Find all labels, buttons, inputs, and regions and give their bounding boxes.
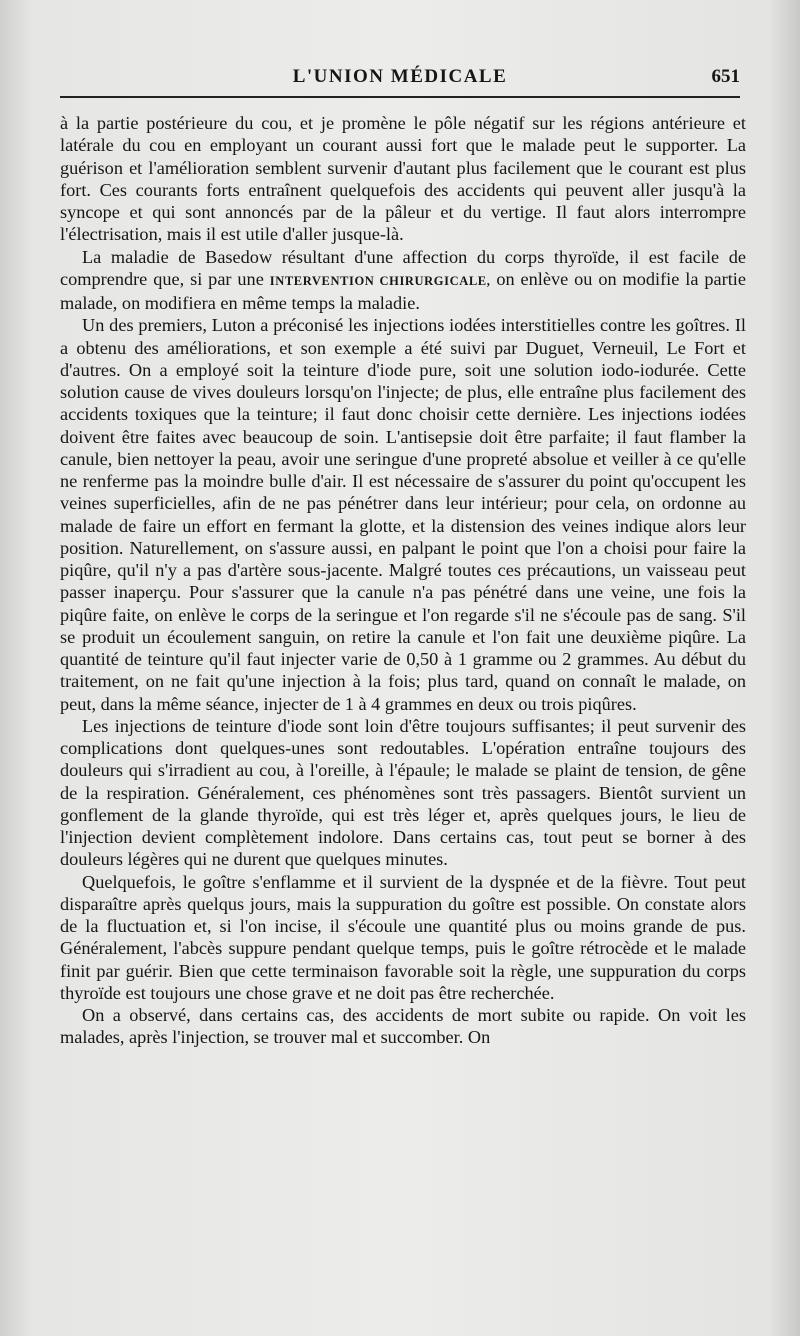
header-rule [60,96,740,98]
paragraph-2-text-before: La maladie de Basedow résultant d'une affection du corps thyroïde, il est facile de comprendre que, si par une [60,246,746,289]
paragraph-1: à la partie postérieure du cou, et je promène le pôle négatif sur les régions antérieure et latérale du cou en employant un courant aussi fort que le malade peut le supporter. La guérison et l'amélioration semblent survenir d'autant plus facilement que le courant est plus fort. Ces courants forts entraînent quelquefois des accidents qui peuvent aller jusqu'à la syncope et qui sont annoncés par de la pâleur et du vertige. Il faut alors interrompre l'électrisation, mais il est utile d'aller jusque-là. [60,113,746,245]
page-header [0,62,800,92]
page-number: 651 [711,66,740,87]
body-text [60,112,746,1049]
paragraph-4: Les injections de teinture d'iode sont loin d'être toujours suffisantes; il peut survenir des complications dont quelques-unes sont redoutables. L'opération entraîne toujours des douleurs qui s'irradient au cou, à l'oreille, à l'épaule; le malade se plaint de tension, de gêne de la respiration. Généralement, ces phénomènes sont très passagers. Bientôt survient un gonflement de la glande thyroïde, qui est très léger et, après quelques jours, le lieu de l'injection devient complètement indolore. Dans certains cas, tout peut se borner à des douleurs légères qui ne durent que quelques minutes. [60,715,746,870]
paragraph-6: On a observé, dans certains cas, des accidents de mort subite ou rapide. On voit les malades, après l'injection, se trouver mal et succomber. On [60,1005,746,1048]
running-title: L'UNION MÉDICALE [292,66,508,87]
paragraph-2 [60,246,746,315]
paragraph-5: Quelquefois, le goître s'enflamme et il survient de la dyspnée et de la fièvre. Tout peut disparaître après quelqus jours, mais la suppuration du goître est possible. On constate alors de la fluctuation et, si l'on incise, il s'écoule une quantité plus ou moins grande de pus. Généralement, l'abcès suppure pendant quelque temps, puis le goître rétrocède et le malade finit par guérir. Bien que cette terminaison favorable soit la règle, une suppuration du corps thyroïde est toujours une chose grave et ne doit pas être recherchée. [60,871,746,1003]
small-caps-heading: INTERVENTION CHIRURGICALE, [269,273,491,288]
paragraph-2-text-after: on enlève ou on modifie la partie malade, on modifiera en même temps la maladie. [60,268,746,313]
paragraph-3: Un des premiers, Luton a préconisé les injections iodées interstitielles contre les goîtres. Il a obtenu des améliorations, et son exemple a été suivi par Duguet, Verneuil, Le Fort et d'autres. On a employé soit la teinture d'iode pure, soit une solution iodo-iodurée. Cette solution cause de vives douleurs lorsqu'on l'injecte; de plus, elle entraîne plus facilement des accidents toxiques que la teinture; il faut donc choisir cette dernière. Les injections iodées doivent être faites avec beaucoup de soin. L'antisepsie doit être parfaite; il faut flamber la canule, bien nettoyer la peau, avoir une seringue d'une propreté absolue et veiller à ce qu'elle ne renferme pas la moindre bulle d'air. Il est nécessaire de s'assurer du point qu'occupent les veines superficielles, afin de ne pas pénétrer dans leur intérieur; pour cela, on ordonne au malade de faire un effort en fermant la glotte, et la distension des veines indique alors leur position. Naturellement, on s'assure aussi, en palpant le point que l'on a choisi pour faire la piqûre, qu'il n'y a pas d'artère sous-jacente. Malgré toutes ces précautions, un vaisseau peut passer inaperçu. Pour s'assurer que la canule n'a pas pénétré dans une veine, une fois la piqûre faite, on enlève le corps de la seringue et l'on regarde s'il ne s'écoule pas de sang. S'il se produit un écoulement sanguin, on retire la canule et l'on fait une deuxième piqûre. La quantité de teinture qu'il faut injecter varie de 0,50 à 1 gramme ou 2 grammes. Au début du traitement, on ne fait qu'une injection à la fois; plus tard, quand on connaît le malade, on peut, dans la même séance, injecter de 1 à 4 grammes en deux ou trois piqûres. [60,315,746,714]
